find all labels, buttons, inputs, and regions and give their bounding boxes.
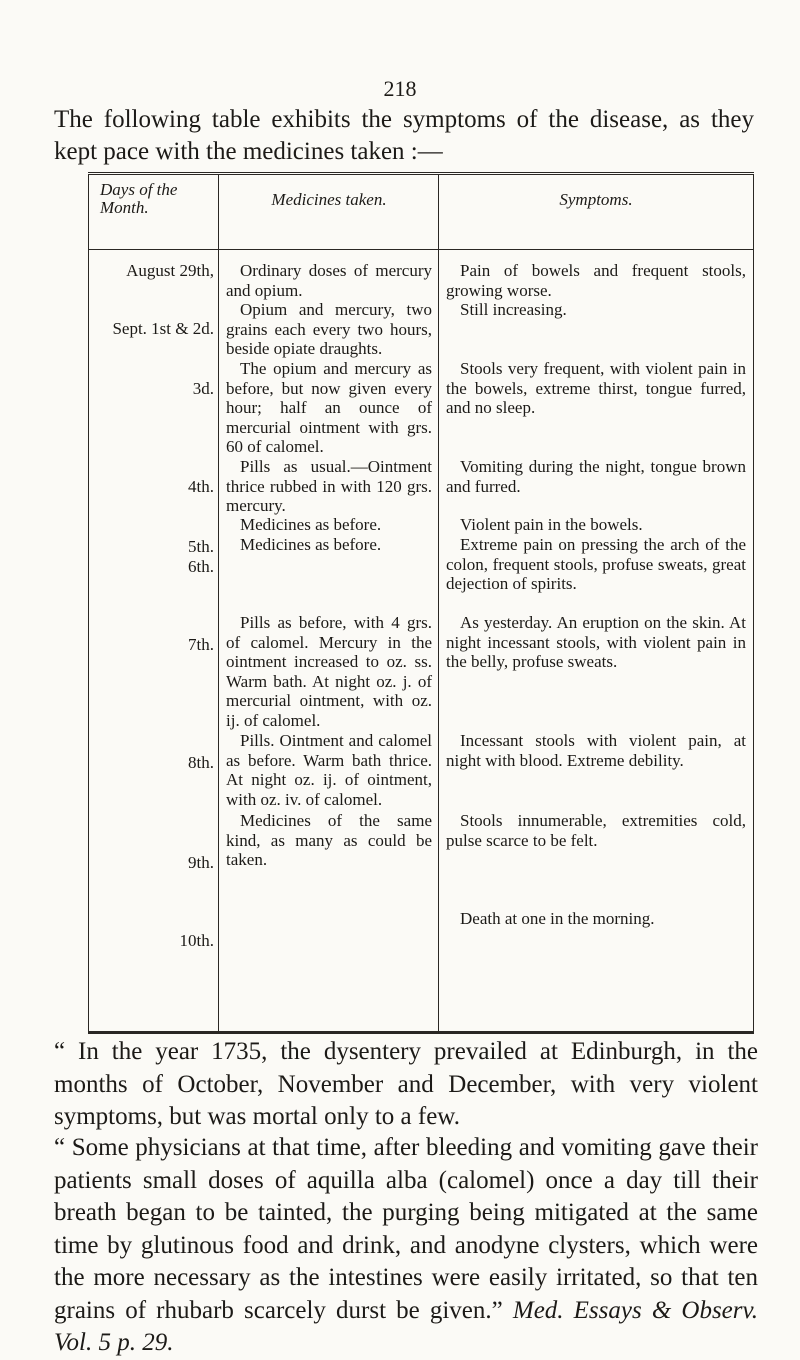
day-cell: 9th. (188, 853, 214, 872)
day-cell: 10th. (179, 931, 214, 950)
day-cell: 5th. (188, 537, 214, 556)
symptoms-table (88, 172, 754, 1034)
symptom-cell: Extreme pain on pressing the arch of the colon, frequent stools, profuse sweats, great dejection of spirits. (446, 535, 746, 594)
symptom-cell: Incessant stools with violent pain, at night with blood. Extreme debility. (446, 731, 746, 770)
symptom-cell: Vomiting during the night, tongue brown and furred. (446, 457, 746, 496)
column-divider (438, 175, 439, 1031)
header-days: Days of the Month. (100, 180, 178, 217)
symptom-cell: Still increasing. (460, 300, 567, 319)
day-cell: 3d. (192, 379, 214, 398)
day-cell: 8th. (188, 753, 214, 772)
page-number: 218 (383, 76, 417, 101)
symptom-cell: As yesterday. An eruption on the skin. At night incessant stools, with violent pain in the belly, profuse sweats. (446, 613, 746, 672)
header-rule (88, 249, 754, 250)
medicine-cell: Pills as before, with 4 grs. of calomel. Mercury in the ointment increased to oz. ss. Warm bath. At night oz. j. of mercurial ointment, with oz. ij. of calomel. (226, 613, 432, 730)
symptom-cell: Violent pain in the bowels. (460, 515, 643, 534)
citation: Med. Essays & Observ. Vol. 5 p. 29. (54, 1296, 758, 1356)
header-medicines: Medicines taken. (271, 190, 387, 209)
quote-paragraph (54, 1132, 758, 1360)
medicine-cell: Medicines as before. (240, 535, 382, 554)
symptom-cell: Death at one in the morning. (460, 909, 655, 928)
day-cell: Sept. 1st & 2d. (112, 319, 214, 338)
medicine-cell: Ordinary doses of mercury and opium. (226, 261, 432, 300)
medicine-cell: Opium and mercury, two grains each every two hours, beside opiate draughts. (226, 300, 432, 359)
medicine-cell: Medicines as before. (240, 515, 382, 534)
intro-text: The following table exhibits the symptoms of the disease, as they kept pace with the medicines taken :— (54, 106, 754, 165)
header-symptoms: Symptoms. (559, 190, 633, 209)
medicine-cell: Pills as usual.—Ointment thrice rubbed in with 120 grs. mercury. (226, 457, 432, 516)
symptom-cell: Pain of bowels and frequent stools, growing worse. (446, 261, 746, 300)
quote-paragraph: “ In the year 1735, the dysentery prevailed at Edinburgh, in the months of October, November and December, with very violent symptoms, but was mortal only to a few. (54, 1038, 758, 1130)
medicine-cell: Medicines of the same kind, as many as could be taken. (226, 811, 432, 870)
column-divider (218, 175, 219, 1031)
day-cell: 7th. (188, 635, 214, 654)
medicine-cell: The opium and mercury as before, but now given every hour; half an ounce of mercurial ointment with grs. 60 of calomel. (226, 359, 432, 457)
medicine-cell: Pills. Ointment and calomel as before. Warm bath thrice. At night oz. ij. of ointment, with oz. iv. of calomel. (226, 731, 432, 809)
day-cell: 4th. (188, 477, 214, 496)
day-cell: 6th. (188, 557, 214, 576)
symptom-cell: Stools innumerable, extremities cold, pulse scarce to be felt. (446, 811, 746, 850)
symptom-cell: Stools very frequent, with violent pain in the bowels, extreme thirst, tongue furred, and no sleep. (446, 359, 746, 418)
day-cell: August 29th, (126, 261, 214, 280)
quote-text: “ Some physicians at that time, after bleeding and vomiting gave their patients small doses of aquilla alba (calomel) once a day till their breath began to be tainted, the purging being mitigated at the same time by glutinous food and drink, and anodyne clysters, which were the more necessary as the intestines were easily irritated, so that ten grains of rhubarb scarcely durst be given.” (54, 1134, 758, 1324)
table-right-border (753, 175, 754, 1031)
table-left-border (88, 175, 89, 1031)
